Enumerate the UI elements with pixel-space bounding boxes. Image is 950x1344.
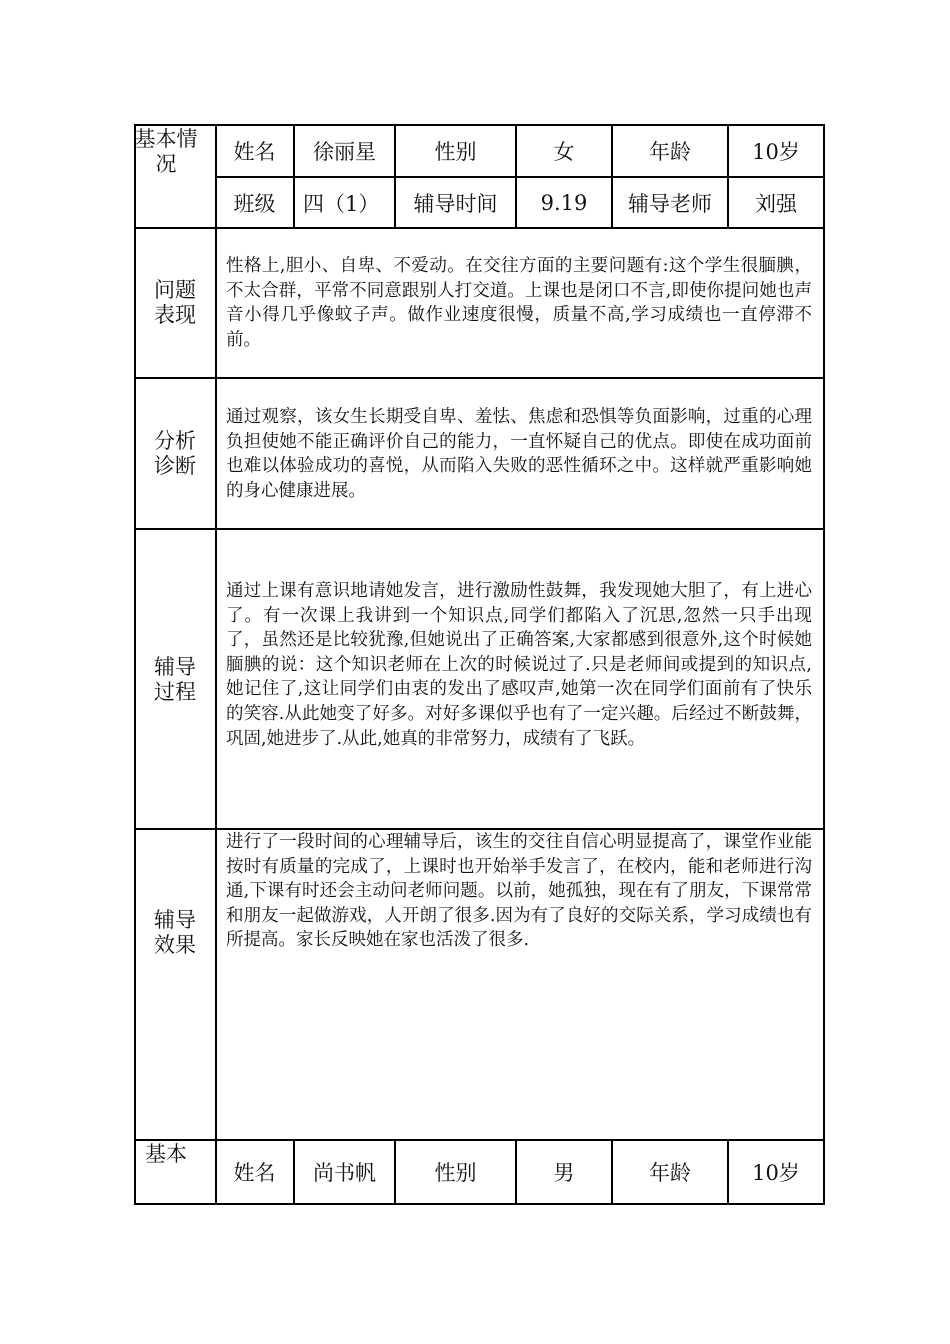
age-value-2: 10岁	[752, 1161, 800, 1185]
gender-value-2: 男	[553, 1161, 575, 1185]
class-label: 班级	[233, 191, 276, 216]
diagnosis-text: 通过观察，该女生长期受自卑、羞怯、焦虑和恐惧等负面影响，过重的心理负担使她不能正确评价自己的能力，一直怀疑自己的优点。即使在成功面前也难以体验成功的喜悦，从而陷入失败的恶性循环之中。这样就严重影响她的身心健康进展。	[226, 407, 812, 501]
name-label: 姓名	[233, 140, 276, 164]
problem-label: 问题表现	[154, 278, 196, 327]
name-label-2: 姓名	[233, 1161, 276, 1185]
table-border	[134, 227, 825, 229]
gender-label-2: 性别	[434, 1161, 477, 1185]
process-label: 辅导过程	[154, 655, 196, 704]
table-border	[134, 377, 825, 379]
basic-info-label: 基本情况	[134, 127, 198, 176]
gender-label: 性别	[434, 140, 477, 164]
age-label-2: 年龄	[649, 1161, 691, 1185]
student-name-2: 尚书帆	[313, 1161, 376, 1185]
student-name: 徐丽星	[313, 140, 376, 164]
basic-info-label-2: 基本	[145, 1142, 187, 1166]
age-value: 10岁	[752, 140, 800, 164]
counselor-name: 刘强	[755, 191, 797, 216]
gender-value: 女	[553, 140, 575, 164]
counseling-time-value: 9.19	[540, 190, 588, 215]
class-value: 四（1）	[303, 191, 380, 216]
table-border	[134, 528, 825, 530]
table-border	[215, 124, 217, 1205]
table-border	[134, 1203, 825, 1205]
effect-text: 进行了一段时间的心理辅导后，该生的交往自信心明显提高了，课堂作业能按时有质量的完成了，上课时也开始举手发言了，在校内，能和老师进行沟通,下课有时还会主动问老师问题。以前，她孤独，现在有了朋友，下课常常和朋友一起做游戏，人开朗了很多.因为有了良好的交际关系，学习成绩也有所提高。家长反映她在家也活泼了很多.	[226, 832, 812, 951]
process-text: 通过上课有意识地请她发言，进行激励性鼓舞，我发现她大胆了，有上进心了。有一次课上我讲到一个知识点,同学们都陷入了沉思,忽然一只手出现了，虽然还是比较犹豫,但她说出了正确答案,大家都感到很意外,这个时候她腼腆的说：这个知识老师在上次的时候说过了.只是老师间或提到的知识点,她记住了,这让同学们由衷的发出了感叹声,她第一次在同学们面前有了快乐的笑容.从此她变了好多。对好多课似乎也有了一定兴趣。后经过不断鼓舞，巩固,她进步了.从此,她真的非常努力，成绩有了飞跃。	[226, 581, 812, 749]
table-border	[823, 124, 825, 1205]
age-label: 年龄	[649, 140, 691, 164]
counselor-label: 辅导老师	[628, 191, 712, 216]
diagnosis-label: 分析诊断	[154, 429, 196, 478]
problem-text: 性格上,胆小、自卑、不爱动。在交往方面的主要问题有:这个学生很腼腆，不太合群，平常不同意跟别人打交道。上课也是闭口不言,即使你提问她也声音小得几乎像蚊子声。做作业速度很慢，质量不高,学习成绩也一直停滞不前。	[226, 256, 812, 350]
effect-label: 辅导效果	[154, 908, 196, 957]
counseling-time-label: 辅导时间	[413, 191, 498, 216]
